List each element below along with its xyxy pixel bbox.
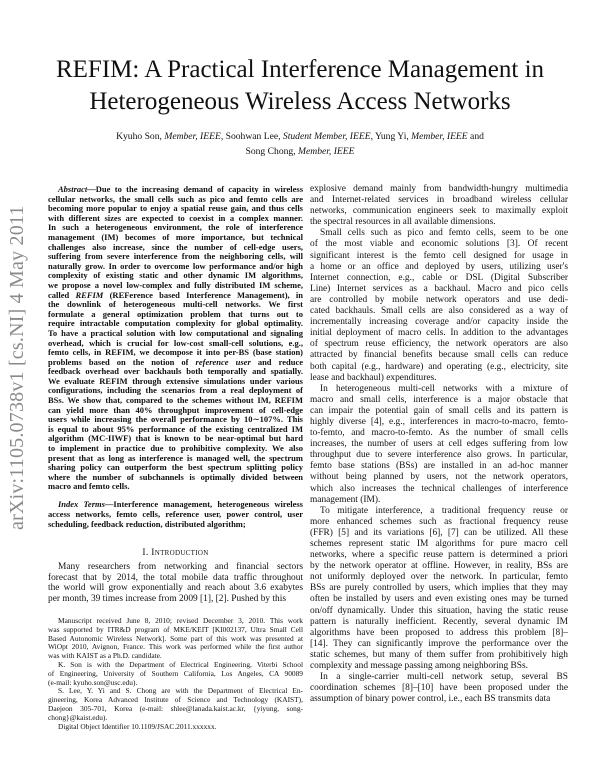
body-line: coordination schemes [8]–[10] have been proposed under the [310, 683, 568, 694]
body-line: of the most viable and economic solutions [3]. Of recent [310, 239, 568, 250]
body-line: significant interest is the femto cell designed for usage in [310, 250, 568, 261]
author-segment: , Yung Yi, [370, 131, 412, 142]
arxiv-stamp: arXiv:1105.0738v1 [cs.NI] 4 May 2011 [6, 205, 28, 530]
body-line: lease and backhaul) expenditures. [310, 372, 437, 383]
intro-line: Many researchers from networking and financial sectors [58, 562, 303, 572]
body-line: Line) Internet services as a backhaul. Macro and pico cells [310, 283, 568, 294]
intro-line: the world will grow exponentially and reach about 3.6 exabytes [48, 583, 303, 594]
body-line: complexity and message passing among neighboring BSs. [310, 661, 528, 672]
body-line: management (IM). [310, 494, 381, 505]
abstract-line: cellular networks, the small cells such as pico and femto cells are [48, 193, 303, 204]
body-line: initial deployment of macro cells. In addition to the advantages [310, 328, 568, 339]
introduction-paragraph [48, 562, 303, 604]
abstract-line: the downlink of heterogeneous multi-cell networks. We first [48, 299, 303, 310]
body-line: are controlled by mobile network operators and use dedi- [310, 294, 568, 305]
body-line: the spectral resources in all available dimensions. [310, 217, 496, 228]
abstract-line: we propose a novel low-complex and fully distributed IM scheme, [48, 279, 303, 290]
author-segment: Kyuho Son, [116, 131, 165, 142]
body-line: assumption of binary power control, i.e., each BS transmits data [310, 694, 551, 705]
abstract-line: with different sizes are expected to coexist in a complex manner. [48, 212, 303, 223]
body-line: increases, the number of users at cell edges suffering from low [310, 439, 568, 450]
abstract-line: require intractable computation complexity for global optimality. [48, 318, 303, 329]
author-list [0, 129, 600, 159]
footnote-line: K. Son is with the Department of Electrical Engineering, Viterbi School [58, 659, 303, 669]
index-terms [48, 500, 303, 529]
body-line: pattern is naturally inefficient. Recently, several dynamic IM [310, 616, 568, 627]
body-line: femto base stations (BSs) are installed in an ad-hoc manner [310, 461, 568, 472]
abstract-line: naturally grow. In order to overcome low performance and/or high [48, 260, 303, 271]
right-column-body [310, 184, 568, 705]
footnote-line: gineering, Korea Advanced Institute of Science and Technology (KAIST), [48, 695, 303, 705]
footnote-line: was with KAIST as a Ph.D. candidate. [48, 651, 162, 661]
index-terms-line: access networks, femto cells, reference user, power control, user [48, 508, 303, 519]
author-line-2 [0, 144, 600, 159]
footnote-line: was supported by ITR&D program of MKE/KEIT [KI002137, Ultra Small Cell [48, 624, 303, 634]
author-segment: Member, IEEE [164, 131, 221, 142]
abstract-line: macro and femto cells. [48, 481, 130, 492]
body-line: by the network operator at offline. However, in reality, BSs are [310, 561, 568, 572]
text-segment: Abstract [58, 184, 88, 194]
body-line: cated backhauls. Small cells are also considered as a way of [310, 306, 568, 317]
abstract-line: complexity of existing static and other dynamic IM algorithms, [48, 270, 303, 281]
text-segment: reference user [195, 356, 251, 367]
section-title: Introduction [151, 548, 209, 558]
text-segment: REFIM [75, 289, 104, 300]
footnote-line: chong}@kaist.edu). [48, 712, 108, 722]
footnote-line: S. Lee, Y. Yi and S. Chong are with the Department of Electrical En- [58, 686, 303, 696]
author-segment: Student Member, IEEE [282, 131, 371, 142]
body-line: networks, where a specific reuse pattern is determined a priori [310, 550, 568, 561]
abstract-line: present that as long as interference is managed well, the spectrum [48, 452, 303, 463]
body-line: of spectrum reuse efficiency, the network operators are also [310, 339, 568, 350]
abstract-line: To have a practical solution with low computational and signaling [48, 327, 303, 338]
text-segment: (REFerence based Interference Management), in [103, 289, 303, 300]
footnote-line: Manuscript received June 8, 2010; revised December 3, 2010. This work [58, 616, 303, 625]
body-line: attracted by financial benefits because small cells can reduce [310, 350, 568, 361]
abstract [48, 185, 303, 492]
text-segment: Index Terms [58, 499, 105, 509]
title-line-2: Heterogeneous Wireless Access Networks [89, 88, 511, 115]
footnote-line: Daejeon 305-701, Korea (e-mail: shlee@lanada.kaist.ac.kr, {yiyung, song- [48, 703, 303, 713]
author-segment: , Soohwan Lee, [220, 131, 283, 142]
text-segment: —Interference management, heterogeneous wireless [104, 499, 303, 509]
body-line: explosive demand mainly from bandwidth-hungry multimedia [310, 184, 568, 194]
abstract-line: feedback overhead over backhauls both temporally and spatially. [48, 366, 303, 377]
body-line: both capital (e.g., hardware) and operating (e.g., electricity, site [310, 361, 568, 372]
abstract-line: formulate a general optimization problem that turns out to [48, 308, 303, 319]
body-line: a home or an office and deployed by users, utilizing user's [310, 261, 568, 272]
body-line: throughput due to severe interference also grows. In particular, [310, 450, 568, 461]
abstract-line: becoming more popular to enjoy a spatial reuse gain, and thus cells [48, 203, 303, 214]
footnote-line: Digital Object Identifier 10.1109/JSAC.2011.xxxxxx. [58, 721, 217, 731]
abstract-line: is equal to about 95% performance of the existing centralized IM [48, 423, 303, 434]
text-segment: —Due to the increasing demand of capacity in wireless [87, 184, 303, 194]
body-line: [14]. They can significantly improve the performance over the [310, 638, 568, 649]
footnote-line: of Engineering, University of Southern California, Los Angeles, CA 90089 [48, 668, 303, 678]
author-segment: Member, IEEE [298, 146, 355, 157]
abstract-line: to implement in practice due to prohibitive complexity. We also [48, 443, 303, 454]
abstract-line: where the number of subchannels is optimally divided between [48, 471, 303, 482]
body-line: without being planned by users, not the network operators, [310, 472, 568, 483]
author-segment: Member, IEEE [411, 131, 468, 142]
text-segment: problems based on the notion of [48, 356, 196, 367]
abstract-line: configurations, including the scenarios from a real deployment of [48, 385, 303, 396]
author-segment: and [467, 131, 484, 142]
body-line: BSs are purely controlled by users, which implies that they may [310, 583, 568, 594]
intro-line: forecast that by 2014, the total mobile data traffic throughout [48, 572, 303, 583]
body-line: on/off dynamically. Under this situation, having the static reuse [310, 605, 568, 616]
abstract-line: BSs. We show that, compared to the schemes without IM, REFIM [48, 395, 303, 406]
body-line: In a single-carrier multi-cell network setup, several BS [320, 672, 568, 683]
body-line: schemes represent static IM algorithms for pure macro cell [310, 539, 568, 549]
abstract-line: users while increasing the overall performance by 10∼107%. This [48, 414, 303, 425]
text-segment: called [48, 289, 76, 300]
title-line-1: REFIM: A Practical Interference Management in [55, 56, 545, 83]
footnote-line: Based Autonomic Wireless Network]. Some part of this work was presented at [48, 633, 303, 643]
body-line: Small cells such as pico and femto cells, seem to be one [320, 228, 568, 239]
body-line: highly diverse [4], e.g., interferences in macro-to-macro, femto- [310, 416, 568, 427]
abstract-line: management (IM) becomes of more importance, but technical [48, 231, 303, 242]
paper-title [0, 54, 600, 118]
body-line: which also increases the technical challenges of interference [310, 483, 568, 494]
section-number: I. [142, 548, 149, 558]
abstract-line: We evaluate REFIM through extensive simulations under various [48, 375, 303, 386]
body-line: static schemes, but many of them suffer from prohibitively high [310, 649, 568, 660]
abstract-line: can yield more than 40% throughput improvement of cell-edge [48, 404, 303, 415]
body-line: (FFR) [5] and its variations [6], [7] can be utilized. All these [310, 527, 568, 538]
body-line: Internet connection, e.g., cable or DSL (Digital Subscriber [310, 272, 568, 283]
body-line: to-femto, and macro-to-femto. As the number of small cells [310, 428, 568, 439]
abstract-line: overhead, which is crucial for low-cost small-cell solutions, e.g., [48, 337, 303, 348]
abstract-line: challenges also increase, since the number of cell-edge users, [48, 241, 303, 252]
author-line-1 [0, 129, 600, 144]
body-line: incrementally increasing coverage and/or capacity inside the [310, 317, 568, 328]
abstract-line: sharing policy can outperform the best spectrum splitting policy [48, 462, 303, 473]
abstract-line: femto cells, in REFIM, we decompose it into per-BS (base station) [48, 347, 303, 358]
body-line: and Internet-related services in broadband wireless cellular [310, 195, 568, 206]
intro-line: per month, 39 times increase from 2009 [1], [2]. Pushed by this [48, 593, 286, 604]
abstract-line: algorithm (MC-IIWF) that is known to be near-optimal but hard [48, 433, 303, 444]
body-line: not uniformly deployed over the network. In particular, femto [310, 572, 568, 583]
footnote-line: WiOpt 2010, Avignon, France. This work was performed while the first author [48, 642, 303, 652]
body-line: To mitigate interference, a traditional frequency reuse or [320, 505, 568, 516]
author-segment: Song Chong, [245, 146, 299, 157]
body-line: often be installed by users and even existing ones may be turned [310, 594, 568, 605]
abstract-line: In such a heterogeneous environment, the role of interference [48, 222, 303, 233]
section-heading [48, 548, 303, 558]
body-line: In heterogeneous multi-cell networks with a mixture of [320, 383, 568, 394]
text-segment: and reduce [250, 356, 303, 367]
index-terms-line: scheduling, feedback reduction, distributed algorithm; [48, 518, 246, 529]
body-line: algorithms have been proposed to address this problem [8]– [310, 627, 568, 638]
body-line: macro and small cells, interference is a major obstacle that [310, 394, 568, 405]
abstract-line: suffering from severe interference from the neighboring cells, will [48, 251, 303, 262]
footnote-line: (e-mail: kyuho.son@usc.edu). [48, 677, 138, 687]
body-line: networks, communication engineers seek to maximally exploit [310, 206, 568, 217]
footnotes [48, 617, 303, 731]
body-line: can impair the potential gain of small cells and its pattern is [310, 405, 568, 416]
body-line: more enhanced schemes such as fractional frequency reuse [310, 516, 568, 527]
